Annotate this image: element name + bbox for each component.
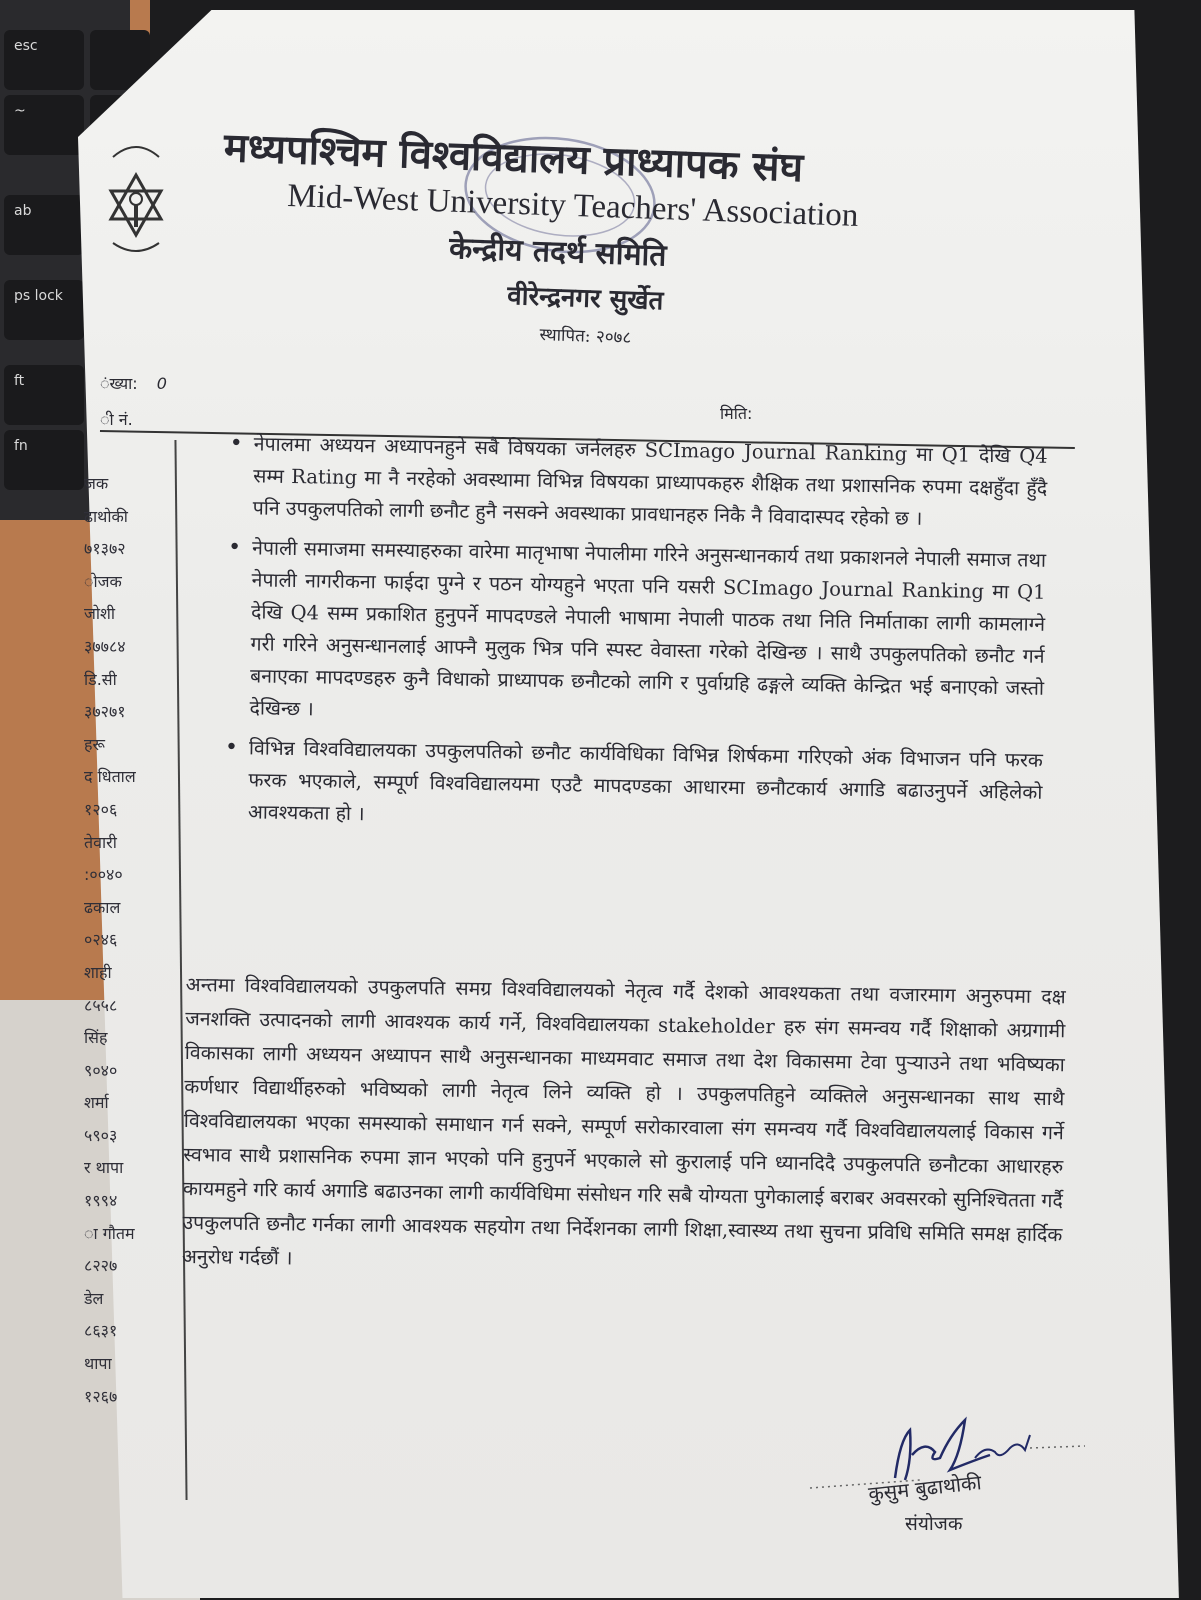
margin-entry: ९०४० xyxy=(84,1060,118,1080)
margin-entry: १२६७ xyxy=(84,1386,118,1406)
key-fn: fn xyxy=(4,430,84,490)
margin-entry: तेवारी xyxy=(84,832,117,852)
bullet-dot-icon: • xyxy=(229,431,243,457)
dispatch-number-label: ी नं. xyxy=(100,410,133,429)
margin-entry: ३७७८४ xyxy=(84,636,126,656)
signer-name: कुसुम बुढाथोकी xyxy=(867,1470,983,1506)
association-title-nepali: मध्यपश्चिम विश्वविद्यालय प्राध्यापक संघ xyxy=(223,123,804,192)
letter-number-label: ंख्या: xyxy=(100,374,138,393)
margin-entry: द धिताल xyxy=(84,767,136,787)
bullet-text: नेपाली समाजमा समस्याहरुका वारेमा मातृभाषा नेपालीमा गरिने अनुसन्धानकार्य तथा प्रकाशनले नेपाली समाज तथा नेपाली नागरीकना फाईदा पुग्ने र पठन योग्यहुने भएता पनि यसरी SCImago Journal Ranking मा Q1 देखि Q4 सम्म प्रकाशित हुनुपर्ने मापदण्डले नेपाली भाषामा नेपाली पाठक तथा निति निर्माताका लागी कामलाग्ने गरी गरिने अनुसन्धानलाई आफ्नै मुलुक भित्र पनि स्पस्ट वेवास्ता गरेको देखिन्छ । साथै उपकुलपतिको छनौट गर्न बनाएका मापदण्डहरु कुनै विधाको प्राध्यापक छनौटको लागि र पुर्वाग्रहि ढङ्गले व्यक्ति केन्द्रित भई बनाएको जस्तो देखिन्छ । xyxy=(249,536,1047,721)
committee-name: केन्द्रीय तदर्थ समिति xyxy=(448,230,668,274)
margin-entry: ढाथोकी xyxy=(84,506,128,526)
margin-entry: थापा xyxy=(84,1354,112,1374)
margin-entry: ७१३७२ xyxy=(84,539,126,559)
margin-entry: हरू xyxy=(84,734,105,754)
margin-entry: जक xyxy=(84,474,109,493)
margin-entry: र थापा xyxy=(84,1158,124,1178)
margin-entry: १९९४ xyxy=(84,1191,118,1211)
bullet-item xyxy=(226,428,1047,537)
letter-number-field xyxy=(100,372,167,394)
office-location: वीरेन्द्रनगर सुर्खेत xyxy=(506,280,664,317)
association-title-english: Mid-West University Teachers' Association xyxy=(286,178,860,234)
margin-entry: ा गौतम xyxy=(84,1223,135,1243)
key-tab: ab xyxy=(4,195,84,255)
key-esc: esc xyxy=(4,30,84,90)
margin-entry: शाही xyxy=(84,962,112,982)
margin-entry: ८५५८ xyxy=(84,995,118,1015)
bullet-item xyxy=(223,532,1046,737)
association-logo-icon xyxy=(105,135,167,260)
margin-member-list xyxy=(84,468,179,1413)
bullet-dot-icon: • xyxy=(227,535,242,561)
margin-entry: ८६३१ xyxy=(84,1321,118,1341)
margin-entry: शर्मा xyxy=(84,1093,109,1113)
margin-entry: सिंह xyxy=(84,1028,108,1048)
margin-entry: :००४० xyxy=(84,865,123,885)
closing-paragraph: अन्तमा विश्वविद्यालयको उपकुलपति समग्र विश्वविद्यालयको नेतृत्व गर्दै देशको आवश्यकता तथा वजारमाग अनुरुपमा दक्ष जनशक्ति उत्पादनको लागी आवश्यक कार्य गर्ने, विश्वविद्यालयका stakeholder हरु संग समन्वय गर्दै शिक्षाको अग्रगामी विकासका लागी अध्ययन अध्यापन साथै अनुसन्धानका माध्यमवाट समाज तथा देश विकासमा टेवा पुऱ्याउने तथा भविष्यका कर्णधार विद्यार्थीहरुको भविष्यको लागी नेतृत्व लिने व्यक्ति हो । उपकुलपतिहुने व्यक्तिले अनुसन्धानका साथ साथै विश्वविद्यालयका भएका समस्याको समाधान गर्न सक्ने, सम्पूर्ण सरोकारवाला संग समन्वय गर्दै विश्वविद्यालयलाई विकास गर्ने स्वभाव साथै प्रशासनिक रुपमा ज्ञान भएको पनि हुनुपर्ने भएकाले सो कुरालाई पनि ध्यानदिदै उपकुलपति छनौटका आधारहरु कायमहुने गरि कार्य अगाडि बढाउनका लागी कार्यविधिमा संसोधन गरि सबै योग्यता पुगेकालाई बराबर अवसरको सुनिश्चितता गर्दै उपकुलपति छनौट गर्नका लागी आवश्यक सहयोग तथा निर्देशनका लागी शिक्षा,स्वास्थ्य तथा सुचना प्रविधि समिति समक्ष हार्दिक अनुरोध गर्दछौं । xyxy=(181,972,1066,1270)
key-caps-lock: ps lock xyxy=(4,280,84,340)
bullet-item xyxy=(222,732,1043,841)
margin-entry: ०२४६ xyxy=(84,930,118,950)
margin-entry: १२०६ xyxy=(84,799,118,819)
key-shift: ft xyxy=(4,365,84,425)
margin-entry: ३७२७१ xyxy=(84,702,126,722)
margin-entry: ८२२७ xyxy=(84,1256,118,1276)
date-label: मिति: xyxy=(720,404,753,423)
bullet-text: विभिन्न विश्वविद्यालयका उपकुलपतिको छनौट कार्यविधिका विभिन्न शिर्षकमा गरिएको अंक विभाजन पनि फरक फरक भएकाले, सम्पूर्ण विश्वविद्यालयमा एउटै मापदण्डका आधारमा छनौटकार्य अगाडि बढाउनुपर्ने अहिलेको आवश्यकता हो । xyxy=(247,736,1044,826)
bullet-list xyxy=(222,428,1048,849)
key-tilde: ~ xyxy=(4,95,84,155)
margin-entry: ढकाल xyxy=(84,897,121,917)
signer-role: संयोजक xyxy=(905,1513,963,1535)
margin-entry: डेल xyxy=(84,1288,104,1308)
letter-number-value: 0 xyxy=(156,374,167,393)
margin-entry: ५९०३ xyxy=(84,1125,118,1145)
bullet-text: नेपालमा अध्ययन अध्यापनहुने सबै विषयका जर्नलहरु SCImago Journal Ranking मा Q1 देखि Q4 सम्म Rating मा नै नरहेको अवस्थामा विभिन्न विषयका प्राध्यापकहरु शैक्षिक तथा प्रशासनिक रुपमा दक्षहुँदा हुँदै पनि उपकुलपतिको लागी छनौट हुनै नसक्ने अवस्थाका प्रावधानहरु निकै नै विवादास्पद रहेको छ । xyxy=(252,432,1048,530)
bullet-dot-icon: • xyxy=(224,734,239,761)
margin-entry: ोजक xyxy=(84,571,122,591)
established-year: स्थापित: २०७८ xyxy=(539,324,632,349)
margin-entry: डि.सी xyxy=(84,669,117,689)
margin-entry: जोशी xyxy=(84,604,116,624)
